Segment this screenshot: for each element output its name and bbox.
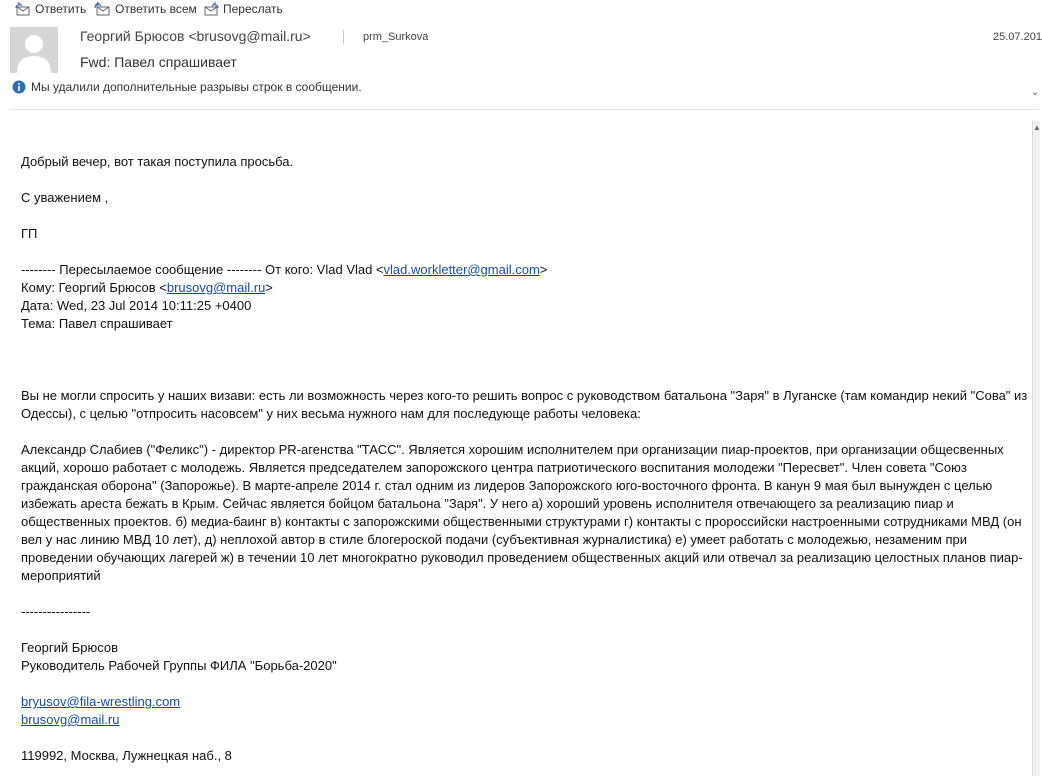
- info-icon: [12, 80, 26, 94]
- signature-title: Руководитель Рабочей Группы ФИЛА "Борьба-2020": [21, 658, 337, 673]
- forward-to-line: [21, 279, 1029, 297]
- message-date: 25.07.201: [993, 31, 1042, 43]
- avatar: [10, 27, 58, 73]
- forward-subject-line: Тема: Павел спрашивает: [21, 316, 173, 331]
- fwd-email-link[interactable]: vlad.workletter@gmail.com: [383, 262, 540, 277]
- scrollbar[interactable]: [1032, 121, 1040, 776]
- to-suffix: >: [265, 280, 273, 295]
- header-divider: [343, 30, 344, 44]
- message-toolbar: [0, 0, 1039, 20]
- signature-email-1[interactable]: bryusov@fila-wrestling.com: [21, 694, 181, 709]
- to-prefix: Кому: Георгий Брюсов <: [21, 280, 167, 295]
- reply-label: Ответить: [35, 2, 87, 16]
- initials: ГП: [21, 226, 38, 241]
- regards: С уважением ,: [21, 190, 109, 205]
- scroll-up-icon[interactable]: ▲: [1033, 123, 1041, 132]
- forward-button[interactable]: [203, 2, 283, 16]
- sender[interactable]: Георгий Брюсов <brusovg@mail.ru>: [80, 28, 311, 44]
- info-text: Мы удалили дополнительные разрывы строк в сообщении.: [31, 80, 362, 94]
- reply-button[interactable]: [15, 2, 86, 16]
- signature-separator: ----------------: [21, 604, 91, 619]
- person-icon: [10, 27, 58, 73]
- to-email-link[interactable]: brusovg@mail.ru: [166, 280, 266, 295]
- reply-all-label: Ответить всем: [115, 2, 197, 16]
- recipient[interactable]: prm_Surkova: [363, 31, 429, 43]
- paragraph-1: Вы не могли спросить у наших визави: есть ли возможность через кого-то решить вопрос с руководством батальона "Заря" в Луганске (там командир некий "Сова" из Одессы), с целью "отпросить насовсем" у них весьма нужного нам для последующе работы человека:: [21, 388, 1028, 421]
- greeting: Добрый вечер, вот такая поступила просьба.: [21, 154, 294, 169]
- signature-email-2[interactable]: brusovg@mail.ru: [21, 712, 120, 727]
- reply-all-button[interactable]: [93, 2, 197, 16]
- forward-icon: [203, 2, 219, 16]
- reply-icon: [15, 2, 31, 16]
- fwd-prefix: -------- Пересылаемое сообщение -------- От кого: Vlad Vlad <: [21, 262, 384, 277]
- reply-all-icon: [93, 2, 111, 16]
- fwd-suffix: >: [539, 262, 548, 277]
- header-divider-line: [10, 109, 1039, 110]
- forward-label: Переслать: [223, 2, 283, 16]
- chevron-down-icon[interactable]: ⌄: [1031, 87, 1040, 98]
- info-bar[interactable]: [12, 80, 362, 94]
- forward-date-line: Дата: Wed, 23 Jul 2014 10:11:25 +0400: [21, 298, 252, 313]
- paragraph-2: Александр Слабиев ("Феликс") - директор PR-агенства "ТАСС". Является хорошим исполнителем при организации пиар-проектов, при организации общесвенных акций, хорошо работает с молодежь. Является председателем запорожского центра патриотического воспитания молодежи "Пересвет". Член совета "Союз гражданская оборона" (Запорожье). В марте-апреле 2014 г. стал одним из лидеров Запорожского юго-восточного фронта. В канун 9 мая был вынужден с целью избежать ареста бежать в Крым. Сейчас является бойцом батальона "Заря". У него а) хороший уровень исполнителя отвечающего за реализацию пиар и общественных проектов. б) медиа-баинг в) контакты с запорожскими общественными структурами г) контакты с пророссийски настроенными сотрудниками МВД (он вел у нас линию МВД 10 лет), д) неплохой автор в стиле блогероской подачи (субъективная журналистика) е) умеет работать с молодежью, незаменим при проведении обучающих лагерей ж) в течении 10 лет многократно руководил проведением общественных акций или отвечал за реализацию целостных планов пиар-мероприятий: [21, 442, 1023, 583]
- signature-address: 119992, Москва, Лужнецкая наб., 8: [21, 748, 232, 763]
- message-body: [21, 153, 1029, 765]
- message-subject: Fwd: Павел спрашивает: [80, 54, 237, 70]
- signature-name: Георгий Брюсов: [21, 640, 119, 655]
- forward-header-line: [21, 261, 1029, 279]
